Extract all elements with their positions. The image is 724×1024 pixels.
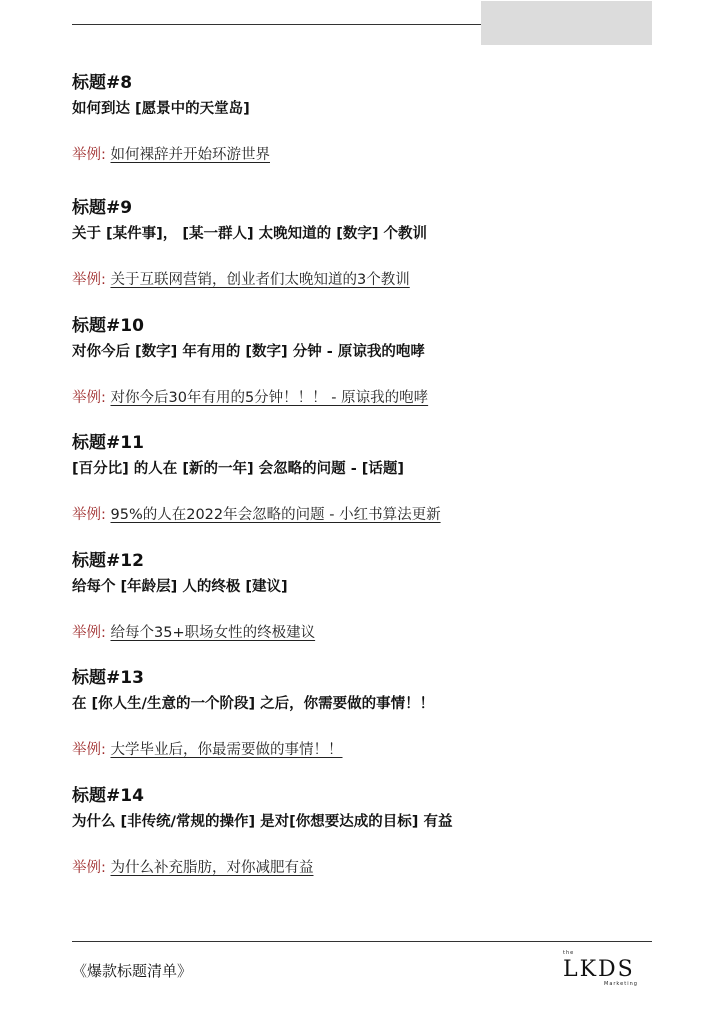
logo-sub-text: Marketing: [604, 981, 638, 987]
title-section-10: [72, 315, 662, 408]
section-title: 标题#8: [72, 73, 133, 93]
section-template: 为什么 [非传统/常规的操作] 是对[你想要达成的目标] 有益: [72, 814, 453, 830]
section-template: 对你今后 [数字] 年有用的 [数字] 分钟 - 原谅我的咆哮: [72, 344, 425, 360]
example-label: 举例: [72, 390, 101, 406]
example-text: 如何裸辞并开始环游世界: [110, 147, 270, 163]
example-colon: :: [101, 860, 106, 876]
example-colon: :: [101, 147, 106, 163]
section-title: 标题#13: [72, 668, 144, 688]
section-title: 标题#12: [72, 551, 144, 571]
top-divider: [72, 24, 482, 25]
example-text: 为什么补充脂肪，对你减肥有益: [110, 860, 314, 876]
example-label: 举例: [72, 860, 101, 876]
section-example: [72, 270, 662, 290]
section-example: [72, 145, 662, 165]
title-section-12: [72, 550, 662, 643]
example-text: 给每个35+职场女性的终极建议: [110, 625, 316, 641]
section-title: 标题#11: [72, 433, 144, 453]
example-label: 举例: [72, 742, 101, 758]
section-template: 关于 [某件事]， [某一群人] 太晚知道的 [数字] 个教训: [72, 226, 428, 242]
example-label: 举例: [72, 147, 101, 163]
logo-top-text: the: [563, 950, 575, 956]
section-template: [百分比] 的人在 [新的一年] 会忽略的问题 - [话题]: [72, 461, 405, 477]
section-title: 标题#14: [72, 786, 144, 806]
section-title: 标题#10: [72, 316, 144, 336]
example-text: 大学毕业后，你最需要做的事情！！: [110, 742, 343, 758]
section-template: 在 [你人生/生意的一个阶段] 之后，你需要做的事情！！: [72, 696, 435, 712]
header-gray-box: [481, 1, 652, 45]
title-section-9: [72, 197, 662, 290]
example-text: 95%的人在2022年会忽略的问题 - 小红书算法更新: [110, 507, 441, 523]
example-label: 举例: [72, 625, 101, 641]
brand-logo: [560, 950, 650, 990]
section-example: [72, 388, 662, 408]
title-section-11: [72, 432, 662, 525]
footer-divider: [72, 941, 652, 942]
section-title: 标题#9: [72, 198, 133, 218]
section-template: 给每个 [年龄层] 人的终极 [建议]: [72, 579, 288, 595]
example-colon: :: [101, 272, 106, 288]
section-example: [72, 858, 662, 878]
example-colon: :: [101, 742, 106, 758]
example-text: 对你今后30年有用的5分钟！！！ - 原谅我的咆哮: [110, 390, 429, 406]
section-example: [72, 623, 662, 643]
example-colon: :: [101, 390, 106, 406]
title-section-8: [72, 72, 662, 165]
title-section-13: [72, 667, 662, 760]
example-label: 举例: [72, 507, 101, 523]
example-colon: :: [101, 507, 106, 523]
example-colon: :: [101, 625, 106, 641]
footer-title: 《爆款标题清单》: [72, 962, 193, 980]
title-section-14: [72, 785, 662, 878]
section-example: [72, 740, 662, 760]
example-text: 关于互联网营销，创业者们太晚知道的3个教训: [110, 272, 410, 288]
example-label: 举例: [72, 272, 101, 288]
logo-main-text: LKDS: [563, 957, 635, 982]
section-example: [72, 505, 662, 525]
section-template: 如何到达 [愿景中的天堂岛]: [72, 101, 250, 117]
